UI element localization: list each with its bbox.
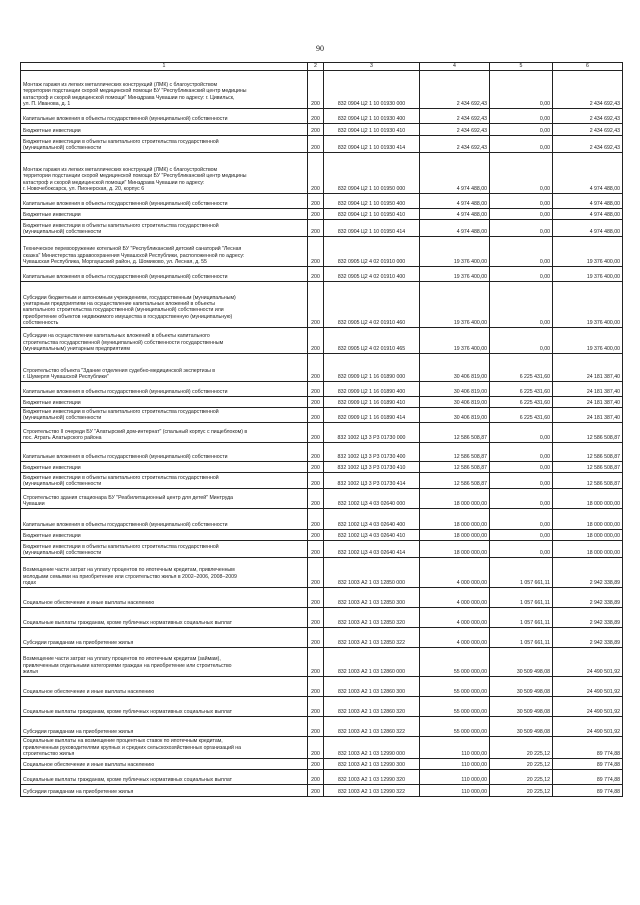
row-remaining-amount-cell: 18 000 000,00 [553,541,623,558]
row-executed-amount-cell: 6 225 431,60 [490,382,553,397]
row-classification-code-cell: 832 1002 Ц3 3 Р3 01730 410 [324,462,420,473]
row-code-cell: 200 [308,628,324,648]
row-classification-code-cell: 832 0904 Ц2 1 10 01930 000 [324,71,420,109]
row-code-cell: 200 [308,530,324,541]
row-code-cell: 200 [308,328,324,354]
row-classification-code-cell: 832 0909 Ц2 1 16 01890 410 [324,397,420,408]
table-row [21,628,623,648]
row-name-cell: Капитальные вложения в объекты государственной (муниципальной) собственности [21,443,308,462]
row-name-cell: Социальные выплаты гражданам, кроме публичных нормативных социальных выплат [21,697,308,717]
row-code-cell: 200 [308,509,324,530]
column-header-5: 5 [490,63,553,71]
row-classification-code-cell: 832 1003 А2 1 03 12990 300 [324,759,420,770]
table-row [21,462,623,473]
table-row [21,588,623,608]
row-classification-code-cell: 832 0904 Ц2 1 10 01950 000 [324,153,420,194]
row-remaining-amount-cell: 12 586 508,87 [553,473,623,489]
row-remaining-amount-cell: 19 376 400,00 [553,237,623,267]
table-row [21,136,623,153]
row-remaining-amount-cell: 18 000 000,00 [553,530,623,541]
row-approved-amount-cell: 18 000 000,00 [420,489,490,509]
row-executed-amount-cell: 0,00 [490,328,553,354]
row-remaining-amount-cell: 2 434 692,43 [553,136,623,153]
row-approved-amount-cell: 55 000 000,00 [420,717,490,737]
row-executed-amount-cell: 0,00 [490,509,553,530]
row-remaining-amount-cell: 24 181 387,40 [553,408,623,423]
row-code-cell: 200 [308,737,324,759]
row-remaining-amount-cell: 24 490 501,92 [553,717,623,737]
row-classification-code-cell: 832 0904 Ц2 1 10 01930 410 [324,124,420,136]
row-approved-amount-cell: 4 974 488,00 [420,153,490,194]
row-code-cell: 200 [308,267,324,282]
row-code-cell: 200 [308,697,324,717]
row-name-cell: Бюджетные инвестиции в объекты капитального строительства государственной (муниципальной) собственности [21,541,308,558]
row-remaining-amount-cell: 2 434 692,43 [553,124,623,136]
row-code-cell: 200 [308,408,324,423]
table-row [21,648,623,677]
row-remaining-amount-cell: 12 586 508,87 [553,423,623,443]
row-executed-amount-cell: 0,00 [490,423,553,443]
row-executed-amount-cell: 0,00 [490,267,553,282]
row-executed-amount-cell: 6 225 431,60 [490,408,553,423]
row-executed-amount-cell: 6 225 431,60 [490,354,553,382]
row-executed-amount-cell: 20 225,12 [490,785,553,797]
row-approved-amount-cell: 4 974 488,00 [420,194,490,209]
column-header-1: 1 [21,63,308,71]
row-remaining-amount-cell: 24 181 387,40 [553,354,623,382]
row-classification-code-cell: 832 1003 А2 1 03 12990 322 [324,785,420,797]
row-remaining-amount-cell: 19 376 400,00 [553,282,623,328]
row-classification-code-cell: 832 0904 Ц2 1 10 01930 400 [324,109,420,124]
row-classification-code-cell: 832 1003 А2 1 03 12850 322 [324,628,420,648]
row-remaining-amount-cell: 4 974 488,00 [553,153,623,194]
row-remaining-amount-cell: 89 774,88 [553,737,623,759]
row-executed-amount-cell: 20 225,12 [490,770,553,785]
table-row [21,677,623,697]
row-classification-code-cell: 832 0909 Ц2 1 16 01890 400 [324,382,420,397]
table-row [21,71,623,109]
row-remaining-amount-cell: 4 974 488,00 [553,194,623,209]
table-row [21,194,623,209]
row-classification-code-cell: 832 0904 Ц2 1 10 01930 414 [324,136,420,153]
row-classification-code-cell: 832 1002 Ц3 4 03 02640 414 [324,541,420,558]
row-classification-code-cell: 832 1003 А2 1 03 12860 320 [324,697,420,717]
row-name-cell: Бюджетные инвестиции [21,209,308,220]
row-name-cell: Социальное обеспечение и иные выплаты населению [21,588,308,608]
row-executed-amount-cell: 0,00 [490,489,553,509]
row-remaining-amount-cell: 2 434 692,43 [553,109,623,124]
row-approved-amount-cell: 4 000 000,00 [420,608,490,628]
row-executed-amount-cell: 30 509 498,08 [490,697,553,717]
row-classification-code-cell: 832 1002 Ц3 4 03 02640 400 [324,509,420,530]
row-remaining-amount-cell: 4 974 488,00 [553,209,623,220]
row-remaining-amount-cell: 18 000 000,00 [553,509,623,530]
row-approved-amount-cell: 12 586 508,87 [420,462,490,473]
row-code-cell: 200 [308,220,324,237]
row-remaining-amount-cell: 2 942 338,89 [553,608,623,628]
row-name-cell: Субсидии гражданам на приобретение жилья [21,717,308,737]
row-approved-amount-cell: 18 000 000,00 [420,509,490,530]
row-remaining-amount-cell: 89 774,88 [553,785,623,797]
row-name-cell: Социальные выплаты на возмещение процентных ставок по ипотечным кредитам, привлеченным руководителями крупных и средних сельскохозяйственных организаций на строительство жилья [21,737,308,759]
row-approved-amount-cell: 19 376 400,00 [420,267,490,282]
row-name-cell: Бюджетные инвестиции в объекты капитального строительства государственной (муниципальной) собственности [21,220,308,237]
row-approved-amount-cell: 19 376 400,00 [420,282,490,328]
row-remaining-amount-cell: 2 434 692,43 [553,71,623,109]
row-code-cell: 200 [308,759,324,770]
row-executed-amount-cell: 0,00 [490,220,553,237]
row-executed-amount-cell: 6 225 431,60 [490,397,553,408]
table-body [21,71,623,797]
row-executed-amount-cell: 0,00 [490,209,553,220]
row-approved-amount-cell: 110 000,00 [420,759,490,770]
table-row [21,408,623,423]
row-code-cell: 200 [308,354,324,382]
table-row [21,558,623,588]
row-code-cell: 200 [308,209,324,220]
row-approved-amount-cell: 12 586 508,87 [420,473,490,489]
row-approved-amount-cell: 30 406 819,00 [420,397,490,408]
row-executed-amount-cell: 0,00 [490,194,553,209]
row-classification-code-cell: 832 1002 Ц3 3 Р3 01730 400 [324,443,420,462]
row-approved-amount-cell: 4 000 000,00 [420,588,490,608]
table-header [21,63,623,71]
table-row [21,328,623,354]
row-name-cell: Бюджетные инвестиции в объекты капитального строительства государственной (муниципальной) собственности [21,136,308,153]
row-executed-amount-cell: 0,00 [490,109,553,124]
row-approved-amount-cell: 4 974 488,00 [420,220,490,237]
row-code-cell: 200 [308,717,324,737]
row-executed-amount-cell: 0,00 [490,541,553,558]
row-executed-amount-cell: 0,00 [490,443,553,462]
row-approved-amount-cell: 2 434 692,43 [420,124,490,136]
row-executed-amount-cell: 0,00 [490,237,553,267]
row-code-cell: 200 [308,558,324,588]
row-classification-code-cell: 832 1003 А2 1 03 12990 000 [324,737,420,759]
row-classification-code-cell: 832 1003 А2 1 03 12990 320 [324,770,420,785]
row-remaining-amount-cell: 12 586 508,87 [553,462,623,473]
table-row [21,109,623,124]
row-code-cell: 200 [308,443,324,462]
row-approved-amount-cell: 30 406 819,00 [420,408,490,423]
row-name-cell: Капитальные вложения в объекты государственной (муниципальной) собственности [21,109,308,124]
row-approved-amount-cell: 4 000 000,00 [420,558,490,588]
row-executed-amount-cell: 0,00 [490,71,553,109]
row-executed-amount-cell: 0,00 [490,473,553,489]
row-approved-amount-cell: 55 000 000,00 [420,677,490,697]
column-header-4: 4 [420,63,490,71]
row-code-cell: 200 [308,648,324,677]
row-classification-code-cell: 832 1002 Ц3 4 03 02640 000 [324,489,420,509]
row-classification-code-cell: 832 1003 А2 1 03 12850 000 [324,558,420,588]
row-executed-amount-cell: 20 225,12 [490,737,553,759]
row-remaining-amount-cell: 89 774,88 [553,770,623,785]
row-executed-amount-cell: 30 509 498,08 [490,717,553,737]
row-code-cell: 200 [308,541,324,558]
row-approved-amount-cell: 4 000 000,00 [420,628,490,648]
table-row [21,153,623,194]
row-name-cell: Бюджетные инвестиции в объекты капитального строительства государственной (муниципальной) собственности [21,408,308,423]
row-name-cell: Бюджетные инвестиции [21,462,308,473]
table-row [21,423,623,443]
row-approved-amount-cell: 12 586 508,87 [420,443,490,462]
row-executed-amount-cell: 0,00 [490,530,553,541]
row-code-cell: 200 [308,153,324,194]
row-remaining-amount-cell: 2 942 338,89 [553,628,623,648]
row-approved-amount-cell: 19 376 400,00 [420,328,490,354]
table-row [21,785,623,797]
row-executed-amount-cell: 1 057 661,11 [490,608,553,628]
column-header-3: 3 [324,63,420,71]
row-code-cell: 200 [308,473,324,489]
row-code-cell: 200 [308,785,324,797]
table-row [21,237,623,267]
row-approved-amount-cell: 110 000,00 [420,785,490,797]
row-name-cell: Капитальные вложения в объекты государственной (муниципальной) собственности [21,509,308,530]
row-name-cell: Субсидии гражданам на приобретение жилья [21,785,308,797]
row-classification-code-cell: 832 1003 А2 1 03 12850 320 [324,608,420,628]
row-classification-code-cell: 832 1003 А2 1 03 12860 322 [324,717,420,737]
row-classification-code-cell: 832 0905 Ц2 4 02 01910 465 [324,328,420,354]
row-name-cell: Строительство объекта "Здание отделения судебно-медицинской экспертизы в г. Шумерля Чувашской Республики" [21,354,308,382]
row-classification-code-cell: 832 1002 Ц3 3 Р3 01730 000 [324,423,420,443]
table-row [21,124,623,136]
row-name-cell: Возмещение части затрат на уплату процентов по ипотечным кредитам (займам), привлеченным отдельными категориями граждан на приобретение или строительство жилья [21,648,308,677]
row-executed-amount-cell: 0,00 [490,136,553,153]
row-name-cell: Строительство II очереди БУ "Алатырский дом-интернат" (спальный корпус с пищеблоком) в пос. Атрать Алатырского района [21,423,308,443]
table-row [21,267,623,282]
row-approved-amount-cell: 55 000 000,00 [420,697,490,717]
row-classification-code-cell: 832 1003 А2 1 03 12860 300 [324,677,420,697]
table-row [21,282,623,328]
row-approved-amount-cell: 30 406 819,00 [420,354,490,382]
row-executed-amount-cell: 0,00 [490,282,553,328]
row-classification-code-cell: 832 0909 Ц2 1 16 01890 000 [324,354,420,382]
row-executed-amount-cell: 20 225,12 [490,759,553,770]
table-row [21,717,623,737]
header-row [21,63,623,71]
row-name-cell: Капитальные вложения в объекты государственной (муниципальной) собственности [21,267,308,282]
row-code-cell: 200 [308,71,324,109]
row-remaining-amount-cell: 89 774,88 [553,759,623,770]
table-row [21,541,623,558]
column-header-6: 6 [553,63,623,71]
table-row [21,443,623,462]
row-name-cell: Бюджетные инвестиции [21,530,308,541]
row-remaining-amount-cell: 24 181 387,40 [553,382,623,397]
row-classification-code-cell: 832 1002 Ц3 3 Р3 01730 414 [324,473,420,489]
row-executed-amount-cell: 0,00 [490,124,553,136]
table-row [21,759,623,770]
row-code-cell: 200 [308,109,324,124]
row-approved-amount-cell: 2 434 692,43 [420,109,490,124]
row-remaining-amount-cell: 19 376 400,00 [553,267,623,282]
row-code-cell: 200 [308,382,324,397]
table-row [21,473,623,489]
row-code-cell: 200 [308,423,324,443]
row-classification-code-cell: 832 0904 Ц2 1 10 01950 410 [324,209,420,220]
row-remaining-amount-cell: 2 942 338,89 [553,588,623,608]
row-name-cell: Субсидии на осуществление капитальных вложений в объекты капитального строительства государственной (муниципальной) собственности государственным (муниципальным) унитарным предприятиям [21,328,308,354]
row-executed-amount-cell: 1 057 661,11 [490,588,553,608]
row-code-cell: 200 [308,397,324,408]
row-name-cell: Субсидии гражданам на приобретение жилья [21,628,308,648]
row-name-cell: Социальное обеспечение и иные выплаты населению [21,759,308,770]
row-name-cell: Социальные выплаты гражданам, кроме публичных нормативных социальных выплат [21,608,308,628]
row-name-cell: Монтаж гаражя из легких металлических конструкций (ЛМК) с благоустройством территории подстанции скорой медицинской помощи БУ "Республиканский центр медицины катастроф и скорой медицинской помощи" Минздрава Чувашии по адресу: г. Новочебоксарск, ул. Пионерская, д. 20, корпус 6 [21,153,308,194]
page-number: 90 [316,44,324,53]
row-approved-amount-cell: 18 000 000,00 [420,530,490,541]
row-code-cell: 200 [308,237,324,267]
row-executed-amount-cell: 0,00 [490,153,553,194]
row-remaining-amount-cell: 24 181 387,40 [553,397,623,408]
table-row [21,209,623,220]
row-name-cell: Капитальные вложения в объекты государственной (муниципальной) собственности [21,382,308,397]
table-row [21,220,623,237]
row-name-cell: Монтаж гаражя из легких металлических конструкций (ЛМК) с благоустройством территории подстанции скорой медицинской помощи БУ "Республиканский центр медицины катастроф и скорой медицинской помощи" Минздрава Чувашии по адресу: г. Цивильск, ул. П. Иванова, д. 1 [21,71,308,109]
row-code-cell: 200 [308,770,324,785]
row-code-cell: 200 [308,588,324,608]
row-remaining-amount-cell: 24 490 501,92 [553,648,623,677]
row-code-cell: 200 [308,282,324,328]
row-remaining-amount-cell: 24 490 501,92 [553,697,623,717]
row-approved-amount-cell: 30 406 819,00 [420,382,490,397]
row-classification-code-cell: 832 1003 А2 1 03 12850 300 [324,588,420,608]
row-classification-code-cell: 832 1003 А2 1 03 12860 000 [324,648,420,677]
row-approved-amount-cell: 55 000 000,00 [420,648,490,677]
table-row [21,697,623,717]
row-remaining-amount-cell: 12 586 508,87 [553,443,623,462]
row-executed-amount-cell: 30 509 498,08 [490,677,553,697]
table-row [21,382,623,397]
row-classification-code-cell: 832 0905 Ц2 4 02 01910 460 [324,282,420,328]
row-name-cell: Социальные выплаты гражданам, кроме публичных нормативных социальных выплат [21,770,308,785]
column-header-2: 2 [308,63,324,71]
table-row [21,770,623,785]
budget-table [20,62,623,797]
row-code-cell: 200 [308,124,324,136]
table-row [21,509,623,530]
row-executed-amount-cell: 0,00 [490,462,553,473]
row-code-cell: 200 [308,136,324,153]
row-classification-code-cell: 832 0904 Ц2 1 10 01950 414 [324,220,420,237]
table-row [21,737,623,759]
row-executed-amount-cell: 30 509 498,08 [490,648,553,677]
row-approved-amount-cell: 4 974 488,00 [420,209,490,220]
row-code-cell: 200 [308,677,324,697]
row-name-cell: Капитальные вложения в объекты государственной (муниципальной) собственности [21,194,308,209]
row-name-cell: Социальное обеспечение и иные выплаты населению [21,677,308,697]
row-classification-code-cell: 832 1002 Ц3 4 03 02640 410 [324,530,420,541]
row-name-cell: Бюджетные инвестиции [21,124,308,136]
row-executed-amount-cell: 1 057 661,11 [490,628,553,648]
table-row [21,608,623,628]
row-approved-amount-cell: 110 000,00 [420,770,490,785]
row-name-cell: Возмещение части затрат на уплату процентов по ипотечным кредитам, привлеченным молодыми семьями на приобретение или строительство жилья в 2002–2006, 2008–2009 годах [21,558,308,588]
row-approved-amount-cell: 18 000 000,00 [420,541,490,558]
table-row [21,397,623,408]
row-remaining-amount-cell: 18 000 000,00 [553,489,623,509]
row-classification-code-cell: 832 0909 Ц2 1 16 01890 414 [324,408,420,423]
row-approved-amount-cell: 2 434 692,43 [420,136,490,153]
table-row [21,530,623,541]
table-row [21,354,623,382]
row-name-cell: Субсидии бюджетным и автономным учреждениям, государственным (муниципальным) унитарным предприятиям на осуществление капитальных вложений в объекты капитального строительства государственной (муниципальной) собственности или приобретение объектов недвижимого имущества в государственную (муниципальную) собственность [21,282,308,328]
row-classification-code-cell: 832 0905 Ц2 4 02 01910 000 [324,237,420,267]
row-approved-amount-cell: 19 376 400,00 [420,237,490,267]
row-name-cell: Бюджетные инвестиции в объекты капитального строительства государственной (муниципальной) собственности [21,473,308,489]
row-approved-amount-cell: 110 000,00 [420,737,490,759]
row-code-cell: 200 [308,608,324,628]
row-name-cell: Строительство здания стационара БУ "Реабилитационный центр для детей" Минтруда Чувашии [21,489,308,509]
row-executed-amount-cell: 1 057 661,11 [490,558,553,588]
row-approved-amount-cell: 12 586 508,87 [420,423,490,443]
row-remaining-amount-cell: 4 974 488,00 [553,220,623,237]
row-remaining-amount-cell: 2 942 338,89 [553,558,623,588]
row-code-cell: 200 [308,194,324,209]
row-remaining-amount-cell: 24 490 501,92 [553,677,623,697]
row-classification-code-cell: 832 0904 Ц2 1 10 01950 400 [324,194,420,209]
row-approved-amount-cell: 2 434 692,43 [420,71,490,109]
row-code-cell: 200 [308,489,324,509]
row-classification-code-cell: 832 0905 Ц2 4 02 01910 400 [324,267,420,282]
row-remaining-amount-cell: 19 376 400,00 [553,328,623,354]
row-name-cell: Бюджетные инвестиции [21,397,308,408]
table-row [21,489,623,509]
row-code-cell: 200 [308,462,324,473]
row-name-cell: Техническое перевооружение котельной БУ "Республиканский детский санаторий "Лесная сказка" Министерства здравоохранения Чувашской Республики, расположенной по адресу: Чувашская Республика, Моргаушский район, д. Шомиково, ул. Лесная, д. 55 [21,237,308,267]
